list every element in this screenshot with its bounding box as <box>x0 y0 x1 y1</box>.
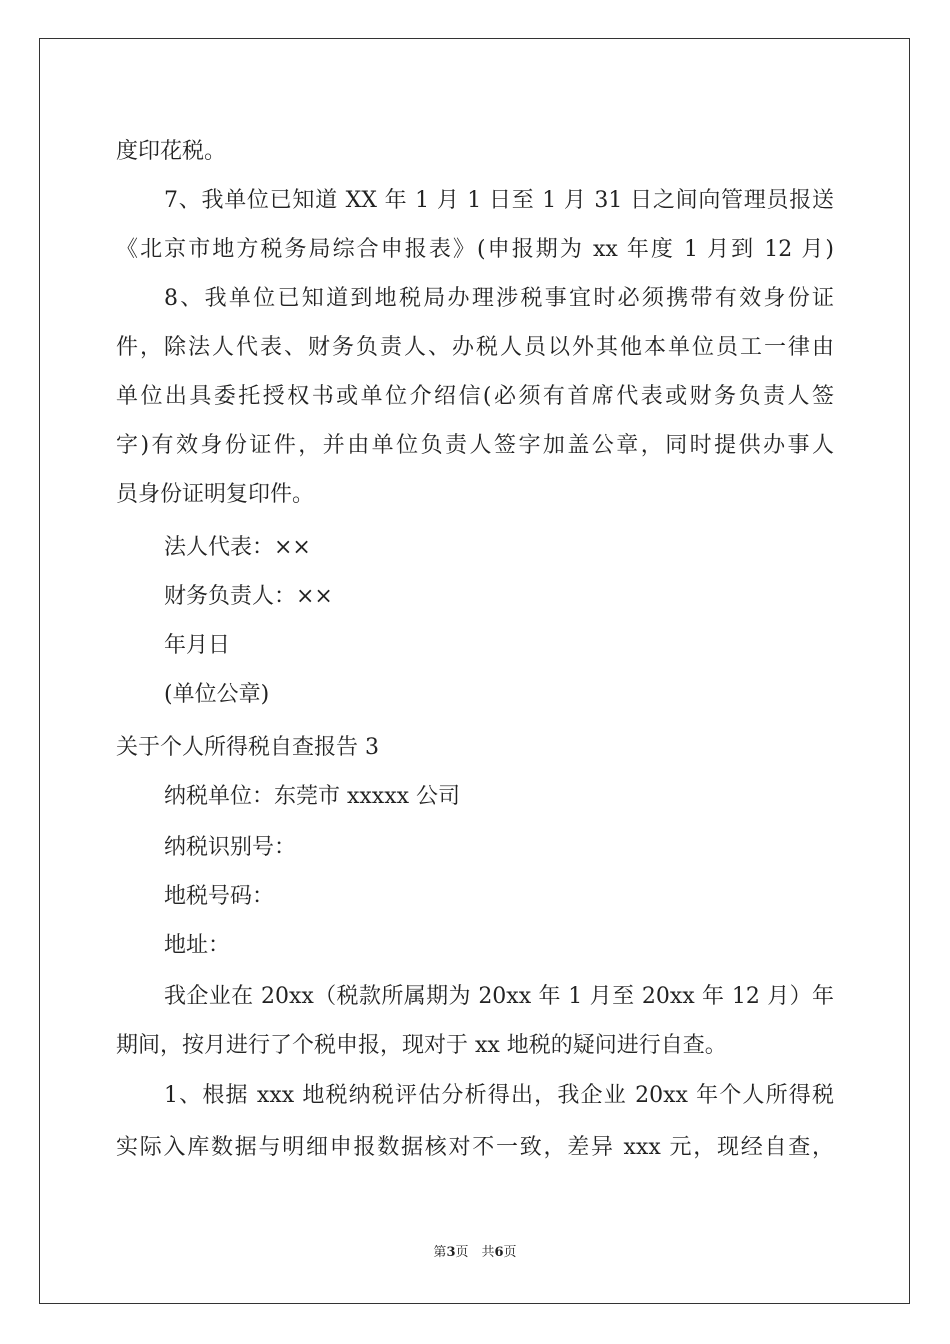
page-suffix: 页 <box>503 1245 517 1260</box>
text-line: 实际入库数据与明细申报数据核对不一致，差异 xxx 元，现经自查， <box>116 1135 834 1160</box>
local-tax-number: 地税号码： <box>164 884 275 909</box>
text-line: 《北京市地方税务局综合申报表》(申报期为 xx 年度 1 月到 12 月) <box>116 237 834 262</box>
taxpayer-unit: 纳税单位：东莞市 xxxxx 公司 <box>164 784 461 809</box>
text-line: 字)有效身份证件，并由单位负责人签字加盖公章，同时提供办事人 <box>116 433 834 458</box>
page-current: 3 <box>446 1245 456 1260</box>
page-total: 6 <box>494 1245 504 1260</box>
page-footer <box>0 1244 950 1262</box>
text-line: 度印花税。 <box>116 139 227 164</box>
text-line: 我企业在 20xx（税款所属期为 20xx 年 1 月至 20xx 年 12 月）年 <box>164 984 834 1009</box>
page-border <box>39 38 910 1304</box>
company-seal-note: (单位公章) <box>164 682 270 707</box>
finance-head: 财务负责人：×× <box>164 584 333 609</box>
page-prefix: 第 <box>433 1245 447 1260</box>
page-mid: 页 共 <box>455 1245 495 1260</box>
text-line: 单位出具委托授权书或单位介绍信(必须有首席代表或财务负责人签 <box>116 384 834 409</box>
text-line: 员身份证明复印件。 <box>116 482 315 507</box>
text-line: 7、我单位已知道 XX 年 1 月 1 日至 1 月 31 日之间向管理员报送 <box>164 188 834 213</box>
date-line: 年月日 <box>164 633 231 658</box>
text-line: 1、根据 xxx 地税纳税评估分析得出，我企业 20xx 年个人所得税 <box>164 1083 834 1108</box>
text-line: 8、我单位已知道到地税局办理涉税事宜时必须携带有效身份证 <box>164 286 834 311</box>
section-title: 关于个人所得税自查报告 3 <box>116 735 379 760</box>
tax-id: 纳税识别号： <box>164 835 297 860</box>
legal-representative: 法人代表：×× <box>164 535 311 560</box>
text-line: 件，除法人代表、财务负责人、办税人员以外其他本单位员工一律由 <box>116 335 834 360</box>
address: 地址： <box>164 933 231 958</box>
text-line: 期间，按月进行了个税申报，现对于 xx 地税的疑问进行自查。 <box>116 1033 727 1058</box>
